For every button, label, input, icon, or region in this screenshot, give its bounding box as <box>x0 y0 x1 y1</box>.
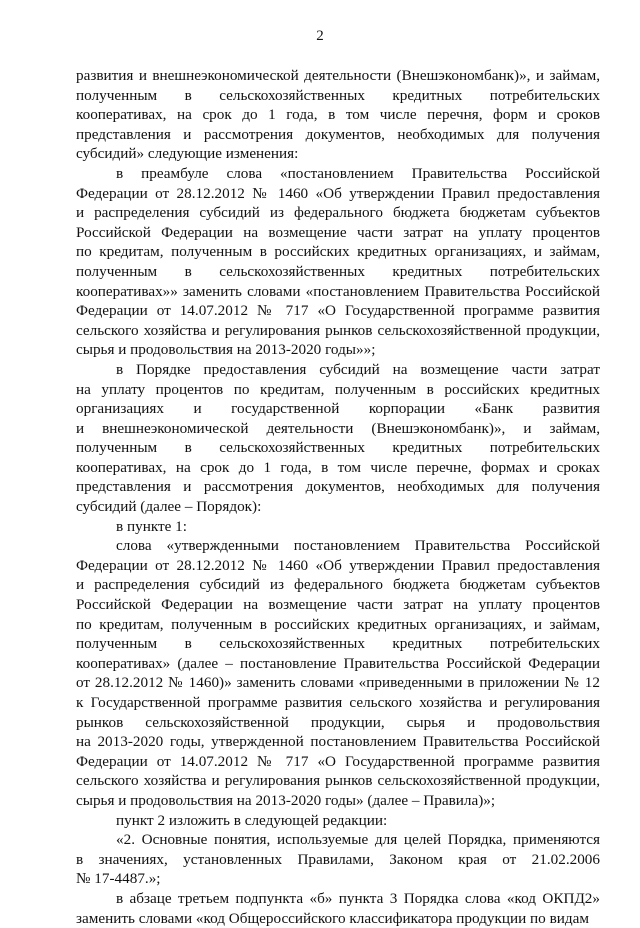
paragraph-6-line: пункт 2 изложить в следующей редакции: <box>116 811 388 829</box>
page-number: 2 <box>316 28 324 44</box>
document-body <box>76 66 600 928</box>
paragraph-1-line: полученным в сельскохозяйственных кредитных потребительских <box>76 86 600 104</box>
paragraph-5-line: сельского хозяйства и регулирования рынков сельскохозяйственной продукции, <box>76 772 600 790</box>
paragraph-2-line: кооперативах»» заменить словами «постановлением Правительства Российской <box>76 282 600 300</box>
paragraph-5-line: Российской Федерации на возмещение части затрат на уплату процентов <box>76 596 600 614</box>
paragraph-7-line: в значениях, установленных Правилами, Законом края от 21.02.2006 <box>76 850 600 868</box>
paragraph-2-line: и распределения субсидий из федерального бюджета бюджетам субъектов <box>76 204 600 222</box>
paragraph-3-line: представления и рассмотрения документов, необходимых для получения <box>76 478 600 496</box>
paragraph-3-line: на уплату процентов по кредитам, полученным в российских кредитных <box>76 380 600 398</box>
paragraph-5-line: по кредитам, полученным в российских кредитных организациях, и займам, <box>76 615 600 633</box>
paragraph-8-line: в абзаце третьем подпункта «б» пункта 3 Порядка слова «код ОКПД2» <box>116 889 600 907</box>
paragraph-3-line: организациях и государственной корпорации «Банк развития <box>76 400 600 418</box>
paragraph-3-line: кооперативах, на срок до 1 года, в том числе перечне, формах и сроках <box>76 458 600 476</box>
paragraph-2-line: в преамбуле слова «постановлением Правительства Российской <box>116 164 600 182</box>
paragraph-7-line: «2. Основные понятия, используемые для целей Порядка, применяются <box>116 831 600 849</box>
paragraph-5-line: к Государственной программе развития сельского хозяйства и регулирования <box>76 694 600 711</box>
paragraph-5-line: кооперативах» (далее – постановление Правительства Российской Федерации <box>76 654 600 672</box>
paragraph-1-line: субсидий» следующие изменения: <box>76 145 299 163</box>
paragraph-5-line: на 2013-2020 годы, утвержденной постановлением Правительства Российской <box>76 733 600 751</box>
paragraph-1-line: представления и рассмотрения документов, необходимых для получения <box>76 125 600 143</box>
paragraph-5-line: сырья и продовольствия на 2013-2020 годы» (далее – Правила)»; <box>76 791 496 809</box>
paragraph-3-line: в Порядке предоставления субсидий на возмещение части затрат <box>116 360 600 378</box>
paragraph-5-line: Федерации от 28.12.2012 № 1460 «Об утверждении Правил предоставления <box>76 556 600 574</box>
paragraph-5-line: слова «утвержденными постановлением Правительства Российской <box>116 537 600 555</box>
paragraph-7-line: № 17-4487.»; <box>76 870 161 888</box>
paragraph-2-line: сельского хозяйства и регулирования рынков сельскохозяйственной продукции, <box>76 321 600 339</box>
paragraph-2-line: Федерации от 14.07.2012 № 717 «О Государственной программе развития <box>76 302 600 320</box>
paragraph-1-line: кооперативах, на срок до 1 года, в том числе перечня, форм и сроков <box>76 106 600 124</box>
paragraph-2-line: полученным в сельскохозяйственных кредитных потребительских <box>76 262 600 280</box>
paragraph-2-line: Федерации от 28.12.2012 № 1460 «Об утверждении Правил предоставления <box>76 184 600 202</box>
paragraph-5-line: рынков сельскохозяйственной продукции, сырья и продовольствия <box>76 713 600 731</box>
paragraph-2-line: Российской Федерации на возмещение части затрат на уплату процентов <box>76 223 600 241</box>
paragraph-3-line: и внешнеэкономической деятельности (Внешэкономбанк)», и займам, <box>76 419 600 437</box>
paragraph-4-line: в пункте 1: <box>116 517 187 535</box>
paragraph-5-line: от 28.12.2012 № 1460)» заменить словами «приведенными в приложении № 12 <box>76 674 600 692</box>
paragraph-3-line: полученным в сельскохозяйственных кредитных потребительских <box>76 439 600 457</box>
paragraph-2-line: сырья и продовольствия на 2013-2020 годы»»; <box>76 341 376 359</box>
paragraph-2-line: по кредитам, полученным в российских кредитных организациях, и займам, <box>76 243 600 261</box>
paragraph-1-line: развития и внешнеэкономической деятельности (Внешэкономбанк)», и займам, <box>76 67 600 84</box>
paragraph-3-line: субсидий (далее – Порядок): <box>76 498 262 516</box>
paragraph-5-line: полученным в сельскохозяйственных кредитных потребительских <box>76 635 600 653</box>
paragraph-5-line: и распределения субсидий из федерального бюджета бюджетам субъектов <box>76 576 600 594</box>
paragraph-8-line: заменить словами «код Общероссийского классификатора продукции по видам <box>76 909 589 927</box>
paragraph-5-line: Федерации от 14.07.2012 № 717 «О Государственной программе развития <box>76 752 600 770</box>
